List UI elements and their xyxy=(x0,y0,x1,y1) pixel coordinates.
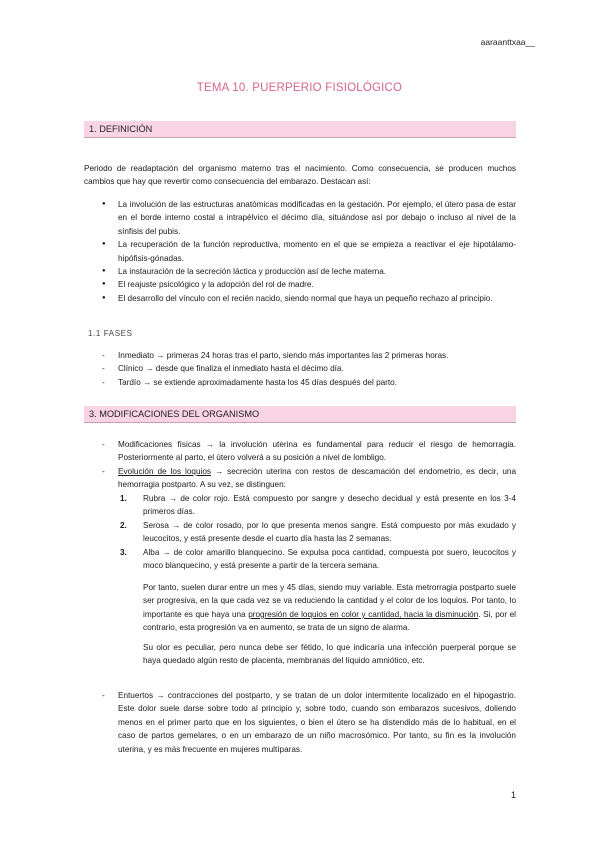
modificaciones-list xyxy=(84,438,516,492)
loquios-list xyxy=(118,492,516,572)
section-heading-definicion: 1. DEFINICIÓN xyxy=(84,121,516,138)
arrow-right-icon: → xyxy=(172,520,181,530)
page-title: TEMA 10. PUERPERIO FISIOLÓGICO xyxy=(196,82,403,94)
arrow-right-icon: → xyxy=(214,466,224,476)
entuertos-list xyxy=(84,689,516,756)
list-item: - Clínico → desde que finaliza el inmediato hasta el décimo día. xyxy=(84,362,516,375)
list-item: 1. Rubra → de color rojo. Está compuesto por sangre y desecho decidual y está presente en los 3-4 primeros días. xyxy=(120,494,516,517)
section-heading-modificaciones: 3. MODIFICACIONES DEL ORGANISMO xyxy=(84,406,516,423)
list-item: - Evolución de los loquios → secreción uterina con restos de descamación del endometrio, es decir, una hemorragia postparto. A su vez, se distinguen: xyxy=(84,465,516,492)
list-item: - Modificaciones físicas → la involución uterina es fundamental para reducir el riesgo de hemorragia. Posteriormente al parto, el útero volverá a su posición a nivel de lombligo. xyxy=(84,438,516,465)
list-item: ● El desarrollo del vínculo con el recién nacido, siendo normal que haya un pequeño rechazo al principio. xyxy=(84,292,516,305)
arrow-right-icon: → xyxy=(205,440,215,449)
list-item: - Tardío → se extiende aproximadamente hasta los 45 días después del parto. xyxy=(84,376,516,389)
arrow-right-icon: → xyxy=(156,691,165,700)
arrow-right-icon: → xyxy=(156,351,165,360)
list-item: ● La instauración de la secreción láctica y producción así de leche materna. xyxy=(84,265,516,278)
list-item: 3. Alba → de color amarillo blanquecino. Se expulsa poca cantidad, compuesta por suero, leucocitos y moco blanquecino, y está presente a partir de la tercera semana. xyxy=(120,547,516,571)
olor-paragraph: Su olor es peculiar, pero nunca debe ser fétido, lo que indicaría una infección puerperal porque se haya quedado algún resto de placenta, membranas del líquido amniótico, etc. xyxy=(143,643,516,666)
list-item: - Entuertos → contracciones del postparto, y se tratan de un dolor intermitente localizado en el hipogastrio. Este dolor suele darse sobre todo al principio y, sobre todo, cuando son embarazos sucesivos, doliendo menos en el primer parto que en los siguientes, o bien el útero se ha distendido más de lo habitual, en el caso de partos gemelares, o en un embarazo de un niño macrosómico. Por tanto, su fin es la involución uterina, y es más frecuente en mujeres multíparas. xyxy=(84,689,516,756)
definition-bullet-list xyxy=(84,198,516,305)
header-code: aaraanttxaa__ xyxy=(480,37,535,47)
list-item: ● El reajuste psicológico y la adopción del rol de madre. xyxy=(84,278,516,291)
underlined-phrase: progresión de loquios en color y cantidad, hacia la disminución xyxy=(248,609,479,619)
link-loquios: Evolución de los loquios xyxy=(118,466,211,476)
list-item: 2. Serosa → de color rosado, por lo que presenta menos sangre. Está compuesto por más exudado y leucocitos, y está presente desde el cuarto día hasta las 2 semanas. xyxy=(120,520,517,544)
loquios-paragraph: Por tanto, suelen durar entre un mes y 45 días, siendo muy variable. Esta metrorragia postparto suele ser progresiva, en la que cada vez se va reduciendo la cantidad y el color de los loquios. Por tanto, lo importante es que haya una progresión de loquios en color y cantidad, hacia la disminución. Si, por el contrario, esta progresión va en aumento, se trata de un signo de alarma. xyxy=(143,583,516,633)
list-item: ● La involución de las estructuras anatómicas modificadas en la gestación. Por ejemplo, el útero pasa de estar en el borde interno costal a intrapélvico el décimo día, situándose así por debajo o incluso al nivel de la sínfisis del pubis. xyxy=(84,198,516,238)
arrow-right-icon: → xyxy=(145,364,154,374)
arrow-right-icon: → xyxy=(168,494,177,503)
phases-list xyxy=(84,349,516,389)
arrow-right-icon: → xyxy=(143,377,152,387)
page-number: 1 xyxy=(510,790,516,800)
list-item: ● La recuperación de la función reproductiva, momento en el que se empieza a reactivar el eje hipotálamo-hipófisis-gónadas. xyxy=(84,238,516,265)
definition-intro: Periodo de readaptación del organismo materno tras el nacimiento. Como consecuencia, se producen muchos cambios que hay que revertir como consecuencia del embarazo. Destacan así: xyxy=(84,164,516,187)
subsection-heading-fases: 1.1 FASES xyxy=(88,329,133,338)
arrow-right-icon: → xyxy=(162,547,171,557)
list-item: - Inmediato → primeras 24 horas tras el parto, siendo más importantes las 2 primeras horas. xyxy=(84,349,516,362)
